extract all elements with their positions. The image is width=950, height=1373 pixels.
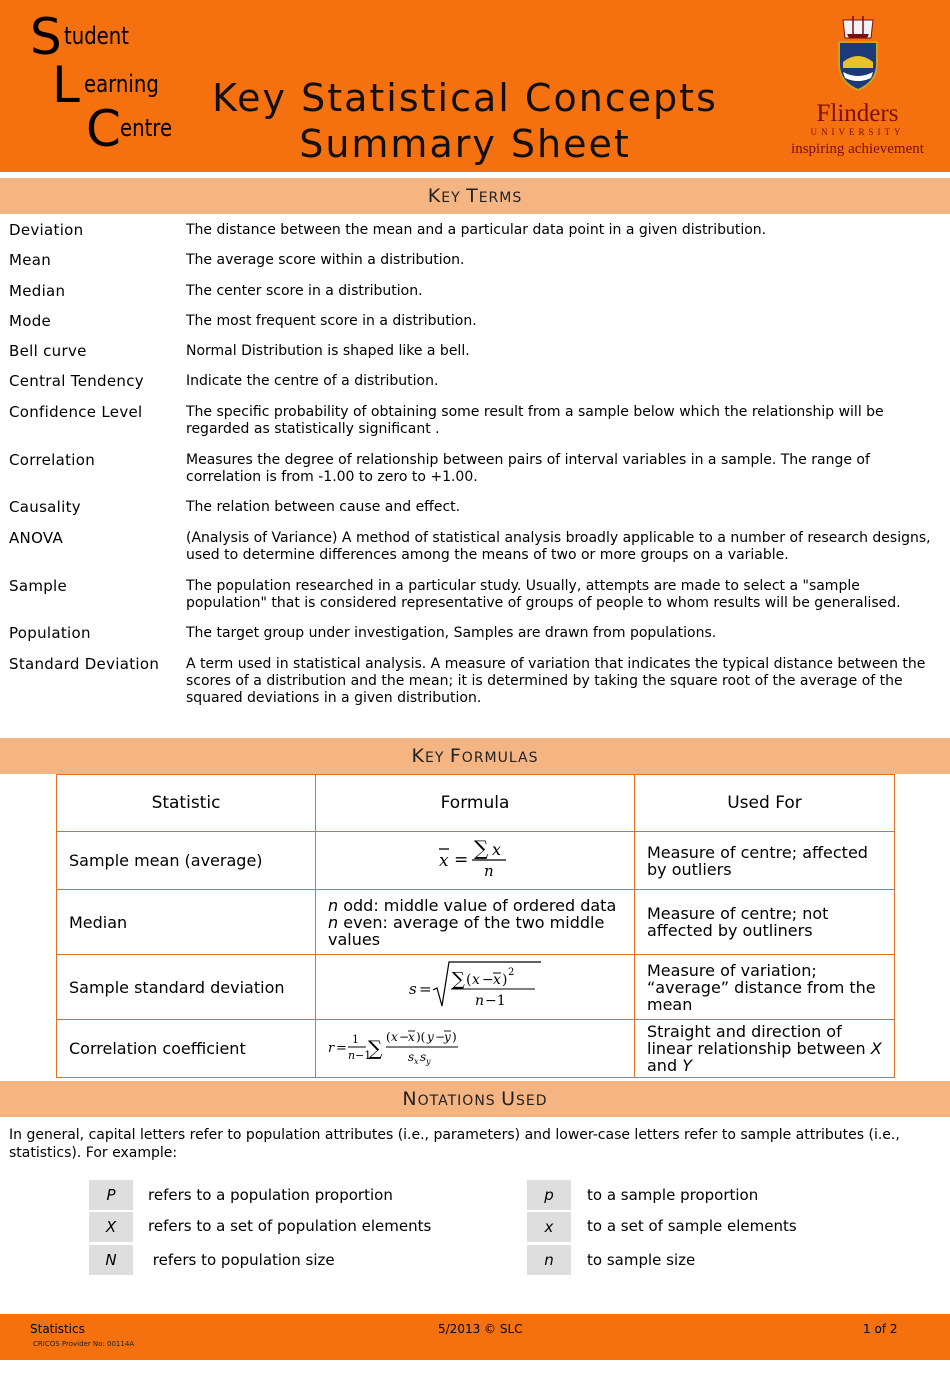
heading-cap: F — [449, 745, 462, 767]
logo-name: Flinders — [816, 100, 899, 127]
svg-text:s: s — [408, 1050, 415, 1064]
heading-smallcaps: EY — [441, 190, 467, 206]
slc-word-centre: entre — [120, 114, 173, 142]
formula-cell — [316, 955, 635, 1020]
svg-text:x: x — [391, 1030, 398, 1044]
term-definition: The relation between cause and effect. — [186, 499, 461, 515]
slc-logo — [30, 10, 200, 160]
svg-text:−: − — [399, 1030, 410, 1044]
svg-text:)(: )( — [416, 1030, 426, 1044]
page-header — [0, 0, 950, 172]
standard-deviation-formula — [405, 958, 545, 1014]
svg-text:): ) — [452, 1030, 457, 1044]
term-definition: The population researched in a particular study. Usually, attempts are made to select a "sample population" that is considered representative of groups of people to whom results will be generalised. — [186, 578, 901, 611]
sample-mean-formula — [430, 836, 520, 882]
term-label: Standard Deviation — [9, 655, 160, 673]
title-line-2: Summary Sheet — [299, 122, 631, 166]
footer-page-number: 1 of 2 — [863, 1322, 898, 1336]
svg-text:(: ( — [466, 971, 472, 988]
svg-text:=: = — [336, 1041, 347, 1056]
heading-cap: K — [427, 185, 442, 207]
slc-letter-s: S — [30, 8, 62, 66]
footer-subject: Statistics — [30, 1322, 85, 1336]
variable-x: X — [870, 1039, 882, 1058]
term-label: Central Tendency — [9, 372, 144, 390]
svg-text:−: − — [435, 1030, 446, 1044]
formula-cell — [316, 832, 635, 890]
used-for-and: and — [647, 1056, 683, 1075]
svg-text:x: x — [492, 840, 502, 859]
median-even-text: even: average of the two middle values — [328, 912, 605, 949]
table-row — [57, 890, 895, 955]
term-label: Deviation — [9, 221, 84, 239]
term-label: Confidence Level — [9, 403, 143, 421]
svg-text:x: x — [408, 1030, 415, 1044]
term-label: Sample — [9, 577, 68, 595]
key-terms-heading — [0, 178, 950, 214]
population-symbol: P — [89, 1180, 133, 1210]
svg-text:−1: −1 — [485, 992, 506, 1009]
statistic-cell: Median — [57, 890, 316, 955]
correlation-coefficient-formula — [328, 1024, 518, 1070]
formulas-table — [56, 774, 895, 1078]
svg-text:x: x — [472, 971, 480, 988]
heading-smallcaps: OTATIONS — [417, 1093, 502, 1109]
svg-text:∑: ∑ — [452, 968, 465, 990]
svg-text:y: y — [426, 1057, 431, 1066]
svg-text:x: x — [439, 851, 449, 871]
svg-text:y: y — [427, 1030, 434, 1044]
heading-cap: N — [402, 1088, 418, 1110]
statistic-cell: Sample mean (average) — [57, 832, 316, 890]
population-description: refers to population size — [148, 1251, 335, 1269]
table-row — [57, 832, 895, 890]
svg-text:(: ( — [386, 1030, 391, 1044]
term-definition: A term used in statistical analysis. A measure of variation that indicates the typical distance between the scores of a distribution and the mean; it is determined by taking the square root of the average of the squared deviations in a given distribution. — [186, 656, 926, 706]
key-formulas-heading — [0, 738, 950, 774]
population-symbol: X — [89, 1212, 133, 1242]
slc-word-learning: earning — [84, 70, 159, 98]
svg-text:−: − — [482, 971, 494, 988]
term-label: Causality — [9, 498, 81, 516]
term-definition: The specific probability of obtaining some result from a sample below which the relationship will be regarded as statistically significant . — [186, 404, 884, 437]
svg-text:=: = — [454, 850, 469, 870]
heading-smallcaps: ERMS — [478, 190, 523, 206]
population-symbol: N — [89, 1245, 133, 1275]
svg-text:1: 1 — [352, 1033, 359, 1046]
svg-text:n: n — [348, 1049, 356, 1062]
table-header-row — [57, 775, 895, 832]
population-description: refers to a population proportion — [148, 1186, 393, 1204]
statistic-cell: Sample standard deviation — [57, 955, 316, 1020]
table-row — [57, 1020, 895, 1078]
slc-letter-l: L — [52, 56, 80, 114]
svg-text:s: s — [420, 1050, 427, 1064]
logo-university: UNIVERSITY — [810, 127, 905, 137]
column-header-formula: Formula — [316, 775, 635, 832]
notations-intro: In general, capital letters refer to population attributes (i.e., parameters) and lower-case letters refer to sample attributes (i.e., statistics). For example: — [9, 1127, 900, 1161]
svg-text:y: y — [444, 1030, 451, 1044]
median-even-line — [328, 914, 622, 948]
svg-text:2: 2 — [508, 966, 515, 978]
term-definition: The distance between the mean and a particular data point in a given distribution. — [186, 222, 767, 238]
term-definition: Indicate the centre of a distribution. — [186, 373, 439, 389]
slc-letter-c: C — [86, 100, 121, 158]
heading-cap: K — [411, 745, 425, 767]
variable-y: Y — [682, 1056, 692, 1075]
svg-text:−1: −1 — [355, 1049, 372, 1062]
term-definition: Measures the degree of relationship between pairs of interval variables in a sample. The range of correlation is from -1.00 to zero to +1.00. — [186, 452, 870, 485]
university-crest-icon — [833, 12, 883, 92]
table-row — [57, 955, 895, 1020]
term-definition: The most frequent score in a distribution. — [186, 313, 477, 329]
term-label: Median — [9, 282, 66, 300]
sample-symbol: p — [527, 1180, 571, 1210]
svg-text:x: x — [414, 1057, 419, 1066]
formula-cell — [316, 1020, 635, 1078]
term-definition: The target group under investigation, Samples are drawn from populations. — [186, 625, 717, 641]
used-for-text: Straight and direction of linear relationship between — [647, 1022, 871, 1058]
svg-text:∑: ∑ — [474, 836, 489, 860]
term-label: Mean — [9, 251, 52, 269]
formula-cell — [316, 890, 635, 955]
slc-word-student: tudent — [64, 22, 129, 50]
median-odd-line — [328, 897, 622, 914]
sample-description: to a set of sample elements — [587, 1217, 797, 1235]
footer-date-copyright: 5/2013 © SLC — [438, 1322, 523, 1336]
variable-n: n — [328, 912, 339, 932]
svg-text:∑: ∑ — [368, 1036, 383, 1060]
median-odd-text: odd: middle value of ordered data — [338, 895, 617, 915]
svg-text:): ) — [502, 971, 508, 988]
used-for-cell: Measure of centre; affected by outliers — [635, 832, 895, 890]
used-for-cell: Measure of centre; not affected by outliners — [635, 890, 895, 955]
heading-smallcaps: EY — [425, 750, 450, 766]
sample-description: to sample size — [587, 1251, 696, 1269]
footer-cricos: CRICOS Provider No: 00114A — [33, 1340, 135, 1348]
svg-text:r: r — [328, 1041, 335, 1056]
heading-smallcaps: ORMULAS — [461, 750, 539, 766]
svg-text:x: x — [493, 971, 501, 988]
term-definition: The center score in a distribution. — [186, 283, 423, 299]
term-label: Bell curve — [9, 342, 87, 360]
title-line-1: Key Statistical Concepts — [212, 76, 718, 120]
term-definition: (Analysis of Variance) A method of statistical analysis broadly applicable to a number of research designs, used to determine differences among the means of two or more groups on a variable. — [186, 530, 931, 563]
heading-cap: T — [466, 185, 479, 207]
page-footer — [0, 1314, 950, 1360]
term-definition: Normal Distribution is shaped like a bell. — [186, 343, 470, 359]
used-for-cell — [635, 1020, 895, 1078]
notations-used-heading — [0, 1081, 950, 1117]
svg-text:=: = — [419, 979, 432, 998]
heading-smallcaps: SED — [516, 1093, 548, 1109]
term-label: Population — [9, 624, 91, 642]
term-label: ANOVA — [9, 529, 64, 547]
variable-n: n — [328, 895, 339, 915]
used-for-cell: Measure of variation; “average” distance from the mean — [635, 955, 895, 1020]
statistic-cell: Correlation coefficient — [57, 1020, 316, 1078]
column-header-statistic: Statistic — [57, 775, 316, 832]
term-label: Correlation — [9, 451, 96, 469]
svg-text:n: n — [475, 992, 485, 1009]
heading-cap: U — [501, 1088, 517, 1110]
population-description: refers to a set of population elements — [148, 1217, 432, 1235]
sample-symbol: x — [527, 1212, 571, 1242]
svg-text:s: s — [409, 979, 417, 998]
svg-text:n: n — [484, 862, 494, 880]
sample-symbol: n — [527, 1245, 571, 1275]
flinders-logo — [785, 12, 930, 162]
column-header-used-for: Used For — [635, 775, 895, 832]
term-label: Mode — [9, 312, 52, 330]
page-title — [200, 75, 730, 167]
sample-description: to a sample proportion — [587, 1186, 759, 1204]
logo-tagline: inspiring achievement — [791, 141, 924, 157]
term-definition: The average score within a distribution. — [186, 252, 465, 268]
